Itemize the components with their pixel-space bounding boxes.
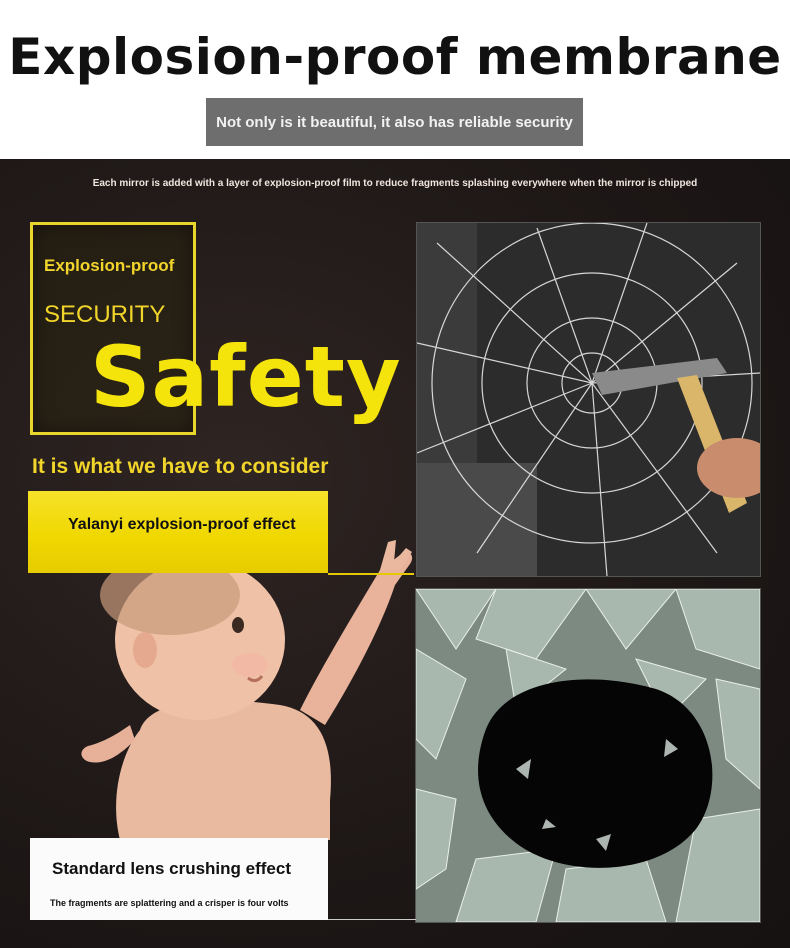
safety-headline: Safety xyxy=(90,328,402,426)
panel-caption: Each mirror is added with a layer of explosion-proof film to reduce fragments splashing everywhere when the mirror is chipped xyxy=(92,178,698,189)
page-title: Explosion-proof membrane xyxy=(8,28,782,86)
standard-effect-label: Standard lens crushing effect xyxy=(52,859,291,878)
bottom-divider xyxy=(328,919,416,920)
consider-text: It is what we have to consider xyxy=(32,455,329,478)
cracked-glass-photo xyxy=(416,222,761,577)
fragments-note: The fragments are splattering and a crisper is four volts xyxy=(50,898,289,908)
subtitle-banner xyxy=(206,98,583,146)
divider-line xyxy=(328,573,414,575)
subtitle-text: Not only is it beautiful, it also has reliable security xyxy=(216,113,573,131)
explosion-proof-label: Explosion-proof xyxy=(44,256,175,275)
shattered-glass-photo xyxy=(415,588,761,923)
explosion-proof-effect-label: Yalanyi explosion-proof effect xyxy=(68,516,296,533)
security-label: SECURITY xyxy=(44,301,166,328)
